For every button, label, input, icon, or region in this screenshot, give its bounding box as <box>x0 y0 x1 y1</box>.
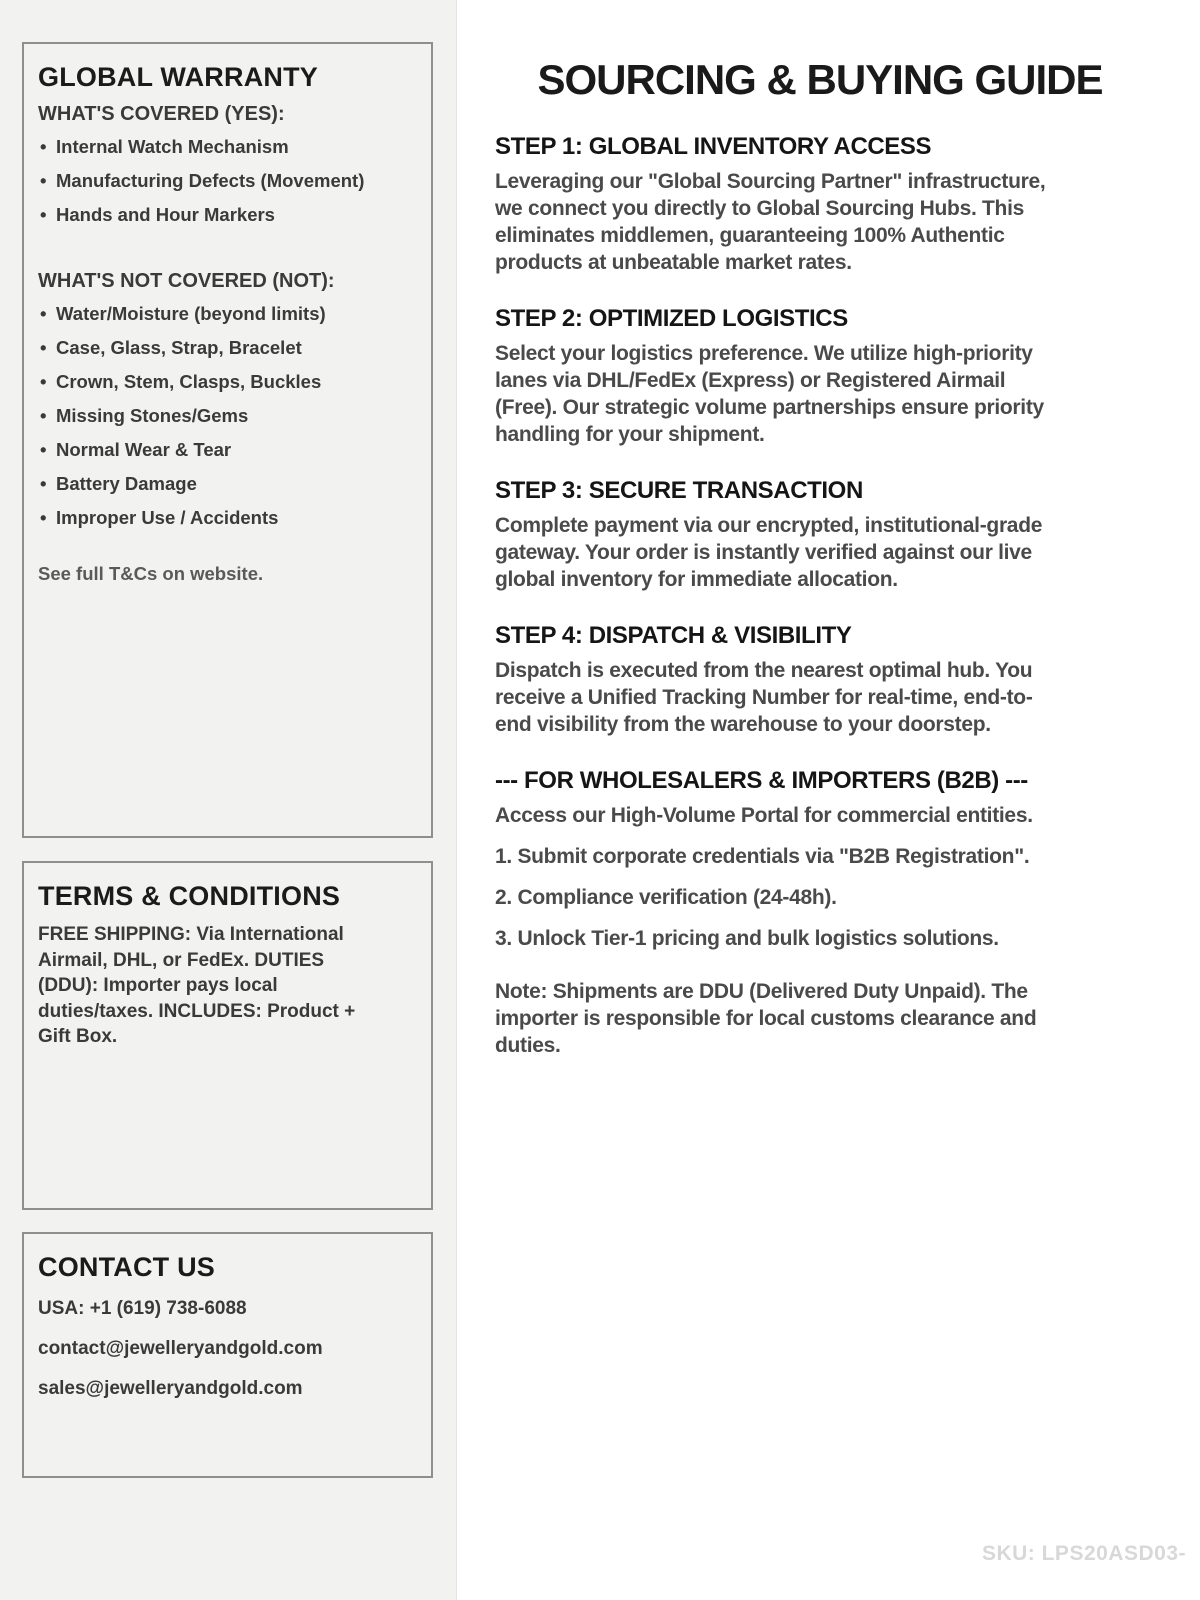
list-item: • Water/Moisture (beyond limits) <box>38 297 415 331</box>
list-item: • Internal Watch Mechanism <box>38 130 415 164</box>
b2b-item-3: 3. Unlock Tier-1 pricing and bulk logistics solutions. <box>495 927 999 951</box>
b2b-note: Note: Shipments are DDU (Delivered Duty Unpaid). The importer is responsible for local customs clearance and duties. <box>495 980 1037 1058</box>
list-item: • Missing Stones/Gems <box>38 399 415 433</box>
covered-heading: WHAT'S COVERED (YES): <box>38 103 285 125</box>
list-item: • Crown, Stem, Clasps, Buckles <box>38 365 415 399</box>
b2b-heading: --- FOR WHOLESALERS & IMPORTERS (B2B) --- <box>495 767 1028 795</box>
step-4-section <box>495 621 1145 738</box>
step-2-heading: STEP 2: OPTIMIZED LOGISTICS <box>495 305 848 333</box>
warranty-panel <box>22 42 433 838</box>
terms-panel <box>22 861 433 1210</box>
sidebar <box>0 0 457 1600</box>
list-item: • Manufacturing Defects (Movement) <box>38 164 415 198</box>
main-content <box>457 0 1200 1600</box>
b2b-item-1: 1. Submit corporate credentials via "B2B Registration". <box>495 845 1030 869</box>
step-3-heading: STEP 3: SECURE TRANSACTION <box>495 477 863 505</box>
contact-email: contact@jewelleryandgold.com <box>38 1338 323 1359</box>
b2b-item-2: 2. Compliance verification (24-48h). <box>495 886 837 910</box>
b2b-section <box>495 766 1145 1059</box>
not-covered-list <box>38 297 415 535</box>
terms-title: TERMS & CONDITIONS <box>38 881 341 911</box>
list-item: • Hands and Hour Markers <box>38 198 415 232</box>
step-2-section <box>495 304 1145 448</box>
contact-phone: USA: +1 (619) 738-6088 <box>38 1298 247 1319</box>
list-item: • Case, Glass, Strap, Bracelet <box>38 331 415 365</box>
contact-title: CONTACT US <box>38 1252 215 1282</box>
warranty-title: GLOBAL WARRANTY <box>38 62 318 92</box>
step-4-body: Dispatch is executed from the nearest optimal hub. You receive a Unified Tracking Number for real-time, end-to-end visibility from the warehouse to your doorstep. <box>495 659 1033 737</box>
step-4-heading: STEP 4: DISPATCH & VISIBILITY <box>495 622 852 650</box>
list-item: • Improper Use / Accidents <box>38 501 415 535</box>
step-1-section <box>495 132 1145 276</box>
contact-panel <box>22 1232 433 1478</box>
step-3-section <box>495 476 1145 593</box>
covered-list <box>38 130 415 232</box>
terms-body: FREE SHIPPING: Via International Airmail, DHL, or FedEx. DUTIES (DDU): Importer pays local duties/taxes. INCLUDES: Product + Gift Box. <box>38 924 356 1047</box>
step-2-body: Select your logistics preference. We utilize high-priority lanes via DHL/FedEx (Express) or Registered Airmail (Free). Our strategic volume partnerships ensure priority handling for your shipment. <box>495 342 1044 447</box>
list-item: • Normal Wear & Tear <box>38 433 415 467</box>
list-item: • Battery Damage <box>38 467 415 501</box>
step-3-body: Complete payment via our encrypted, institutional-grade gateway. Your order is instantly verified against our live global inventory for immediate allocation. <box>495 514 1043 592</box>
sales-email: sales@jewelleryandgold.com <box>38 1378 303 1399</box>
warranty-footer-note: See full T&Cs on website. <box>38 563 264 584</box>
step-1-body: Leveraging our "Global Sourcing Partner" infrastructure, we connect you directly to Global Sourcing Hubs. This eliminates middlemen, guaranteeing 100% Authentic products at unbeatable market rates. <box>495 170 1046 275</box>
page-title: SOURCING & BUYING GUIDE <box>537 56 1103 103</box>
step-1-heading: STEP 1: GLOBAL INVENTORY ACCESS <box>495 133 932 161</box>
b2b-intro: Access our High-Volume Portal for commercial entities. <box>495 804 1033 828</box>
not-covered-heading: WHAT'S NOT COVERED (NOT): <box>38 270 335 292</box>
sku-label: SKU: LPS20ASD03- <box>981 1542 1186 1565</box>
